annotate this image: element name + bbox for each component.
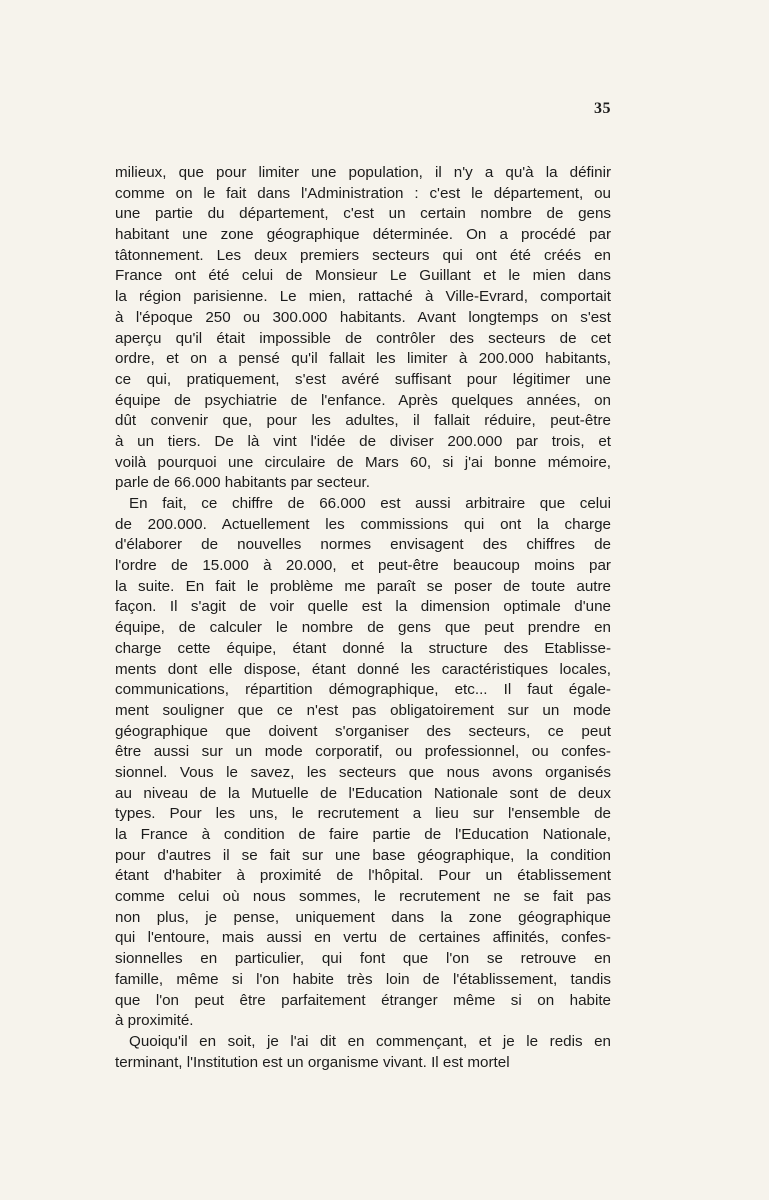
text-line: ce qui, pratiquement, s'est avéré suffisant pour légitimer une xyxy=(115,370,611,388)
text-line: terminant, l'Institution est un organisme vivant. Il est mortel xyxy=(115,1053,510,1071)
text-line: dût convenir que, pour les adultes, il fallait réduire, peut-être xyxy=(115,412,611,430)
text-line: tâtonnement. Les deux premiers secteurs qui ont été créés en xyxy=(115,246,611,264)
text-line: voilà pourquoi une circulaire de Mars 60, si j'ai bonne mémoire, xyxy=(115,453,611,471)
text-line: une partie du département, c'est un certain nombre de gens xyxy=(115,205,611,223)
text-line: de 200.000. Actuellement les commissions qui ont la charge xyxy=(115,515,611,533)
text-line: sionnelles en particulier, qui font que l'on se retrouve en xyxy=(115,950,611,968)
text-line: famille, même si l'on habite très loin de l'établissement, tandis xyxy=(115,970,611,988)
text-line: que l'on peut être parfaitement étranger même si on habite xyxy=(115,991,611,1009)
text-line: milieux, que pour limiter une population, il n'y a qu'à la définir xyxy=(115,164,611,181)
text-line: pour d'autres il se fait sur une base géographique, la condition xyxy=(115,846,611,864)
text-column xyxy=(115,163,611,1073)
text-line: habitant une zone géographique déterminée. On a procédé par xyxy=(115,226,611,244)
text-line: d'élaborer de nouvelles normes envisagent des chiffres de xyxy=(115,536,611,554)
text-line: la région parisienne. Le mien, rattaché à Ville-Evrard, comportait xyxy=(115,288,611,306)
text-line: ment souligner que ce n'est pas obligatoirement sur un mode xyxy=(115,701,611,719)
text-line: l'ordre de 15.000 à 20.000, et peut-être beaucoup moins par xyxy=(115,557,611,575)
text-line: équipe, de calculer le nombre de gens que peut prendre en xyxy=(115,619,611,637)
text-line: charge cette équipe, étant donné la structure des Etablisse- xyxy=(115,639,611,657)
text-line: non plus, je pense, uniquement dans la zone géographique xyxy=(115,908,611,926)
text-line: En fait, ce chiffre de 66.000 est aussi arbitraire que celui xyxy=(129,495,611,512)
text-line: qui l'entoure, mais aussi en vertu de certaines affinités, confes- xyxy=(115,929,611,947)
text-line: la France à condition de faire partie de l'Education Nationale, xyxy=(115,826,611,843)
paragraph xyxy=(115,494,611,1032)
text-line: aperçu qu'il était impossible de contrôler des secteurs de cet xyxy=(115,329,611,347)
text-line: communications, répartition démographique, etc... Il faut égale- xyxy=(115,681,611,699)
text-line: ments dont elle dispose, étant donné les caractéristiques locales, xyxy=(115,660,611,678)
paragraph xyxy=(115,163,611,494)
text-line: être aussi sur un mode corporatif, ou professionnel, ou confes- xyxy=(115,743,611,761)
text-line: France ont été celui de Monsieur Le Guillant et le mien dans xyxy=(115,267,611,285)
text-line: géographique que doivent s'organiser des secteurs, ce peut xyxy=(115,722,611,740)
text-line: ordre, et on a pensé qu'il fallait les limiter à 200.000 habitants, xyxy=(115,350,611,368)
text-line: équipe de psychiatrie de l'enfance. Après quelques années, on xyxy=(115,391,611,409)
paragraph xyxy=(115,1032,611,1073)
text-line: à l'époque 250 ou 300.000 habitants. Avant longtemps on s'est xyxy=(115,308,611,326)
text-line: façon. Il s'agit de voir quelle est la dimension optimale d'une xyxy=(115,598,611,616)
text-line: Quoiqu'il en soit, je l'ai dit en commençant, et je le redis en xyxy=(129,1032,611,1050)
text-line: sionnel. Vous le savez, les secteurs que nous avons organisés xyxy=(115,763,611,781)
text-line: comme celui où nous sommes, le recrutement ne se fait pas xyxy=(115,888,611,906)
text-line: comme on le fait dans l'Administration : c'est le département, ou xyxy=(115,184,611,202)
page-number: 35 xyxy=(594,100,611,117)
text-line: à un tiers. De là vint l'idée de diviser 200.000 par trois, et xyxy=(115,432,611,450)
text-line: au niveau de la Mutuelle de l'Education Nationale sont de deux xyxy=(115,784,611,802)
text-line: types. Pour les uns, le recrutement a lieu sur l'ensemble de xyxy=(115,805,611,823)
text-line: étant d'habiter à proximité de l'hôpital. Pour un établissement xyxy=(115,867,611,885)
text-line: la suite. En fait le problème me paraît se poser de toute autre xyxy=(115,577,611,595)
text-line: parle de 66.000 habitants par secteur. xyxy=(115,474,370,492)
text-line: à proximité. xyxy=(115,1012,194,1030)
